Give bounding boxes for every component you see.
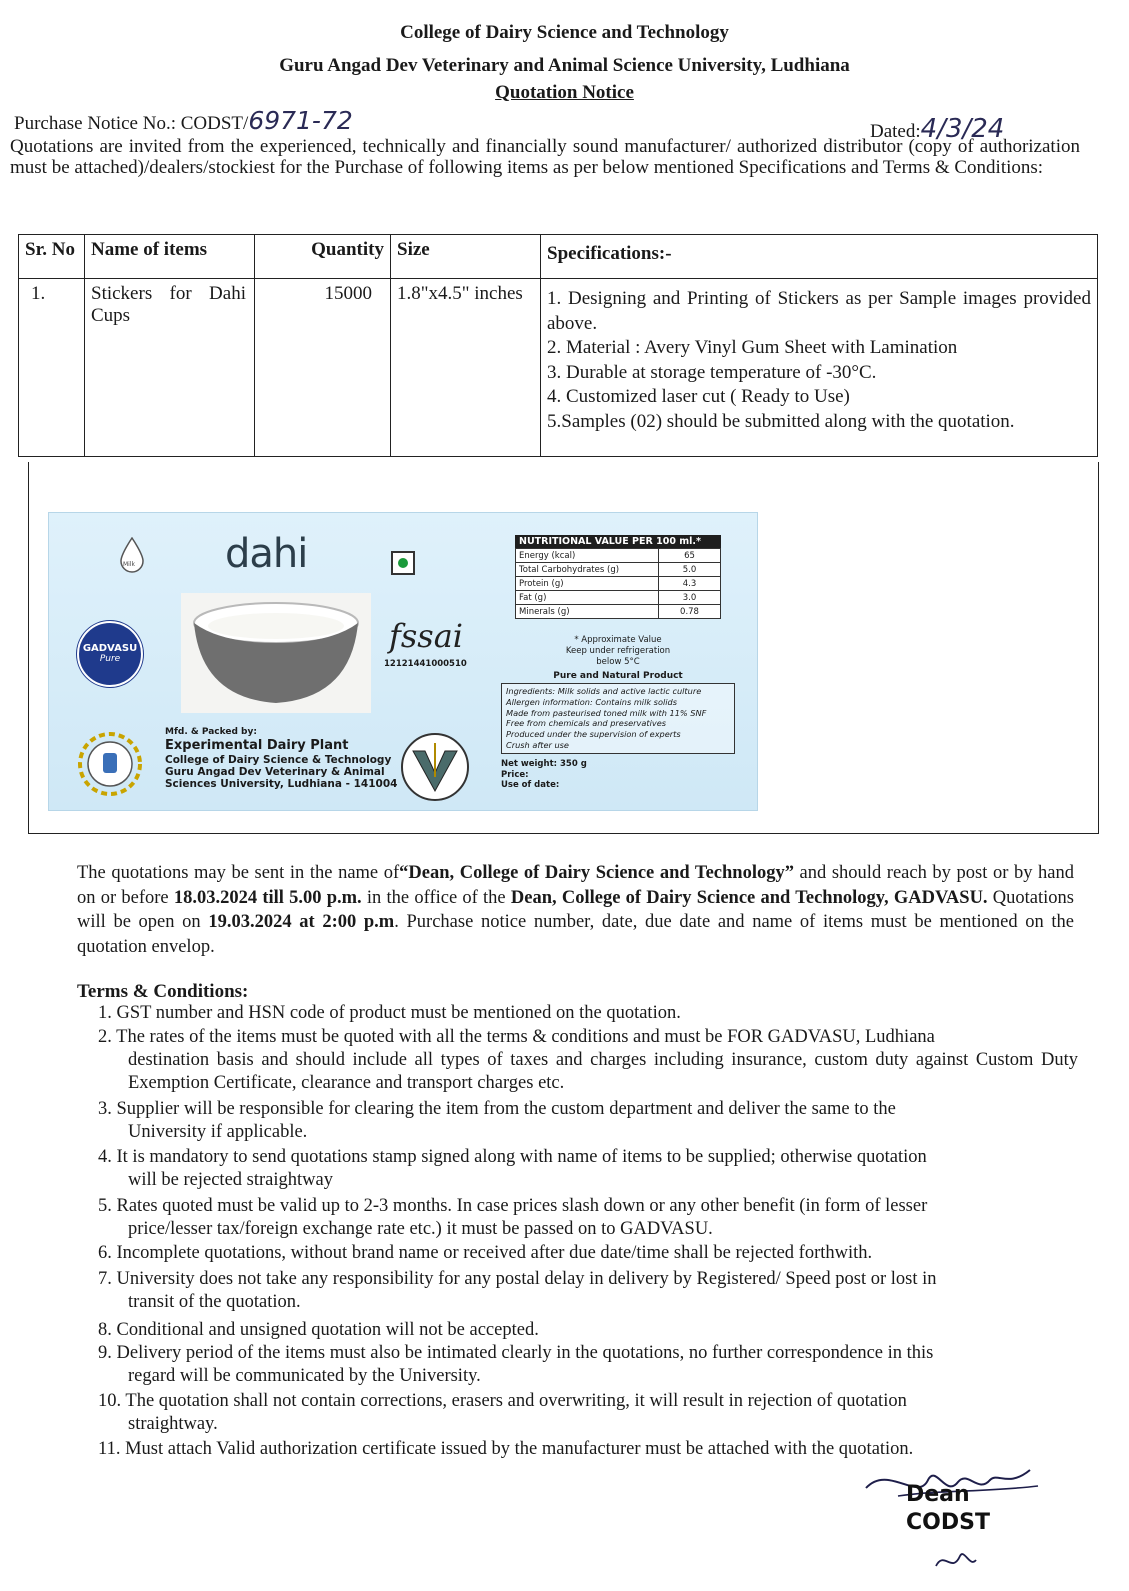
cell-item-name: Stickers for Dahi Cups — [85, 279, 255, 457]
term-number: 5. — [98, 1196, 112, 1216]
term-text-continued: regard will be communicated by the University. — [128, 1366, 481, 1386]
submission-paragraph — [77, 861, 1074, 959]
term-item — [98, 1242, 1078, 1265]
gadvasu-logo — [77, 621, 143, 687]
nutrient-name: Fat (g) — [516, 591, 659, 605]
term-text: Must attach Valid authorization certificate issued by the manufacturer must be attached with the quotation. — [125, 1439, 914, 1459]
col-name: Name of items — [85, 235, 255, 279]
dahi-bowl-image — [181, 593, 371, 713]
term-number: 9. — [98, 1343, 112, 1363]
address-line: College of Dairy Science & Technology — [165, 754, 392, 766]
submission-text: . Purchase notice number, date, due date and name of items must be mentioned on the quotation envelop. — [77, 912, 1074, 957]
term-item — [98, 1342, 1078, 1388]
term-text: GST number and HSN code of product must be mentioned on the quotation. — [116, 1003, 681, 1023]
term-number: 3. — [98, 1099, 112, 1119]
term-text: Delivery period of the items must also be intimated clearly in the quotations, no further correspondence in this — [116, 1343, 934, 1363]
nutrient-value: 5.0 — [659, 563, 721, 577]
address-line: Guru Angad Dev Veterinary & Animal — [165, 766, 385, 778]
nutrient-name: Energy (kcal) — [516, 549, 659, 563]
term-text-continued: destination basis and should include all types of taxes and charges including insurance, custom duty against Custom Duty Exemption Certificate, clearance and transport charges etc. — [128, 1050, 1078, 1093]
nutrient-value: 3.0 — [659, 591, 721, 605]
submission-text: and should reach by post or by hand on or before — [77, 863, 1075, 908]
term-item — [98, 1390, 1078, 1436]
term-text: Rates quoted must be valid up to 2-3 months. In case prices slash down or any other benefit (in form of lesser — [116, 1196, 928, 1216]
due-date: 18.03.2024 till 5.00 p.m. — [173, 887, 362, 908]
term-number: 10. — [98, 1391, 122, 1411]
term-item — [98, 1098, 1078, 1144]
ingredient-line: Allergen information: Contains milk solids — [506, 696, 677, 707]
ingredient-line: Crush after use — [506, 739, 569, 750]
spec-line: 4. Customized laser cut ( Ready to Use) — [547, 386, 850, 407]
milk-tag: Milk — [123, 561, 135, 568]
term-item — [98, 1002, 1078, 1025]
term-text: Incomplete quotations, without brand name or received after due date/time shall be rejected forthwith. — [116, 1243, 873, 1263]
ingredient-line: Produced under the supervision of experts — [506, 729, 681, 740]
term-item — [98, 1146, 1078, 1192]
bowl-icon — [181, 593, 371, 713]
spec-line: 3. Durable at storage temperature of -30°C. — [547, 361, 877, 383]
spec-line: 1. Designing and Printing of Stickers as per Sample images provided above. — [547, 288, 1091, 334]
address-line: Sciences University, Ludhiana - 141004 — [165, 778, 398, 790]
date-value: 4/3/24 — [920, 114, 1005, 144]
submission-text: The quotations may be sent in the name of — [77, 863, 400, 883]
term-number: 11. — [98, 1439, 121, 1459]
pack-details — [501, 759, 587, 791]
nutrition-title: NUTRITIONAL VALUE PER 100 ml.* — [515, 535, 721, 548]
col-specifications: Specifications:- — [541, 235, 1098, 279]
initials-icon — [930, 1540, 980, 1580]
office-name: Dean, College of Dairy Science and Technology, GADVASU. — [510, 887, 988, 908]
addressee: “Dean, College of Dairy Science and Technology” — [399, 863, 794, 883]
term-number: 8. — [98, 1320, 112, 1340]
term-item — [98, 1026, 1078, 1095]
term-number: 1. — [98, 1003, 112, 1023]
term-text-continued: will be rejected straightway — [128, 1170, 333, 1190]
signatory-office: CODST — [906, 1510, 990, 1535]
term-text-continued: straightway. — [128, 1414, 218, 1434]
veterinary-shield-icon — [399, 731, 471, 803]
term-text-continued: University if applicable. — [128, 1122, 308, 1142]
ingredients-box — [501, 683, 735, 754]
cell-size: 1.8"x4.5" inches — [391, 279, 541, 457]
term-number: 6. — [98, 1243, 112, 1263]
spec-line: 5.Samples (02) should be submitted along with the quotation. — [547, 410, 1015, 432]
term-number: 4. — [98, 1147, 112, 1167]
col-sr-no: Sr. No — [19, 235, 85, 279]
term-item — [98, 1319, 1078, 1342]
keep-note: Keep under refrigeration — [565, 646, 671, 656]
submission-text: in the office of the — [361, 887, 511, 908]
pure-natural-text: Pure and Natural Product — [553, 671, 683, 681]
cell-quantity: 15000 — [255, 279, 391, 457]
table-row — [516, 549, 721, 563]
table-row — [516, 605, 721, 619]
table-row — [516, 577, 721, 591]
table-header-row — [19, 235, 1098, 279]
notice-number — [14, 106, 353, 135]
notice-number-value: 6971-72 — [248, 106, 353, 135]
signatory — [906, 1481, 990, 1537]
temperature-note: below 5°C — [596, 657, 640, 667]
gadvasu-logo-text: GADVASU — [82, 643, 138, 654]
cell-sr: 1. — [19, 279, 85, 457]
term-text: The rates of the items must be quoted with all the terms & conditions and must be FOR GADVASU, Ludhiana — [116, 1027, 935, 1047]
nutrient-name: Total Carbohydrates (g) — [516, 563, 659, 577]
fssai-number: 12121441000510 — [384, 659, 467, 669]
term-number: 2. — [98, 1027, 112, 1047]
use-of-date: Use of date: — [501, 780, 560, 790]
price: Price: — [501, 769, 529, 780]
col-quantity: Quantity — [255, 235, 391, 279]
plant-address — [165, 754, 397, 790]
term-number: 7. — [98, 1269, 112, 1289]
ingredient-line: Made from pasteurised toned milk with 11% SNF — [506, 707, 707, 718]
ingredient-line: Free from chemicals and preservatives — [506, 718, 667, 729]
net-weight: Net weight: 350 g — [501, 759, 587, 769]
cell-specifications — [541, 279, 1098, 457]
col-size: Size — [391, 235, 541, 279]
table-row — [19, 279, 1098, 457]
date-label: Dated: — [870, 121, 921, 142]
dahi-sticker-sample — [48, 512, 758, 811]
nutrient-value: 0.78 — [659, 605, 721, 619]
veg-mark-icon — [391, 551, 415, 575]
college-emblem-icon — [77, 731, 143, 797]
intro-paragraph: Quotations are invited from the experienced, technically and financially sound manufacturer/ authorized distributor (copy of authorization must be attached)/dealers/stockiest for the Purchase of following items as per below mentioned Specifications and Terms & Conditions: — [10, 136, 1080, 178]
page-title: Quotation Notice — [495, 82, 634, 103]
table-row — [516, 563, 721, 577]
submission-text: Quotations will be open on — [77, 887, 1074, 932]
notice-number-label: Purchase Notice No.: CODST/ — [14, 113, 249, 134]
term-text: Conditional and unsigned quotation will not be accepted. — [116, 1320, 539, 1340]
term-text-continued: transit of the quotation. — [128, 1292, 301, 1312]
table-row — [516, 591, 721, 605]
ingredient-line: Ingredients: Milk solids and active lactic culture — [506, 686, 702, 696]
term-text: It is mandatory to send quotations stamp signed along with name of items to be supplied; otherwise quotation — [116, 1147, 927, 1167]
signatory-title: Dean — [906, 1482, 970, 1507]
terms-heading: Terms & Conditions: — [77, 981, 249, 1002]
approx-note: * Approximate Value — [574, 635, 662, 645]
packed-by-label: Mfd. & Packed by: — [165, 727, 257, 737]
storage-note — [515, 635, 721, 668]
nutrient-name: Minerals (g) — [516, 605, 659, 619]
plant-name: Experimental Dairy Plant — [165, 738, 349, 753]
nutrition-table — [515, 548, 721, 619]
spec-line: 2. Material : Avery Vinyl Gum Sheet with Lamination — [547, 337, 958, 358]
term-text: The quotation shall not contain corrections, erasers and overwriting, it will result in rejection of quotation — [125, 1391, 907, 1411]
nutrient-value: 65 — [659, 549, 721, 563]
term-item — [98, 1268, 1078, 1314]
items-table — [18, 234, 1098, 457]
nutrient-value: 4.3 — [659, 577, 721, 591]
brand-name: dahi — [225, 531, 308, 577]
nutrient-name: Protein (g) — [516, 577, 659, 591]
term-text-continued: price/lesser tax/foreign exchange rate etc.) it must be passed on to GADVASU. — [128, 1219, 713, 1239]
fssai-logo: fssai — [389, 617, 463, 655]
college-name: College of Dairy Science and Technology — [400, 22, 729, 43]
term-text: University does not take any responsibility for any postal delay in delivery by Registered/ Speed post or lost in — [116, 1269, 937, 1289]
opening-date: 19.03.2024 at 2:00 p.m — [208, 912, 395, 932]
university-name: Guru Angad Dev Veterinary and Animal Science University, Ludhiana — [279, 55, 850, 76]
term-text: Supplier will be responsible for clearing the item from the custom department and deliver the same to the — [116, 1099, 896, 1119]
nutrition-panel — [515, 535, 721, 619]
term-item — [98, 1195, 1078, 1241]
gadvasu-logo-sub: Pure — [99, 654, 121, 664]
